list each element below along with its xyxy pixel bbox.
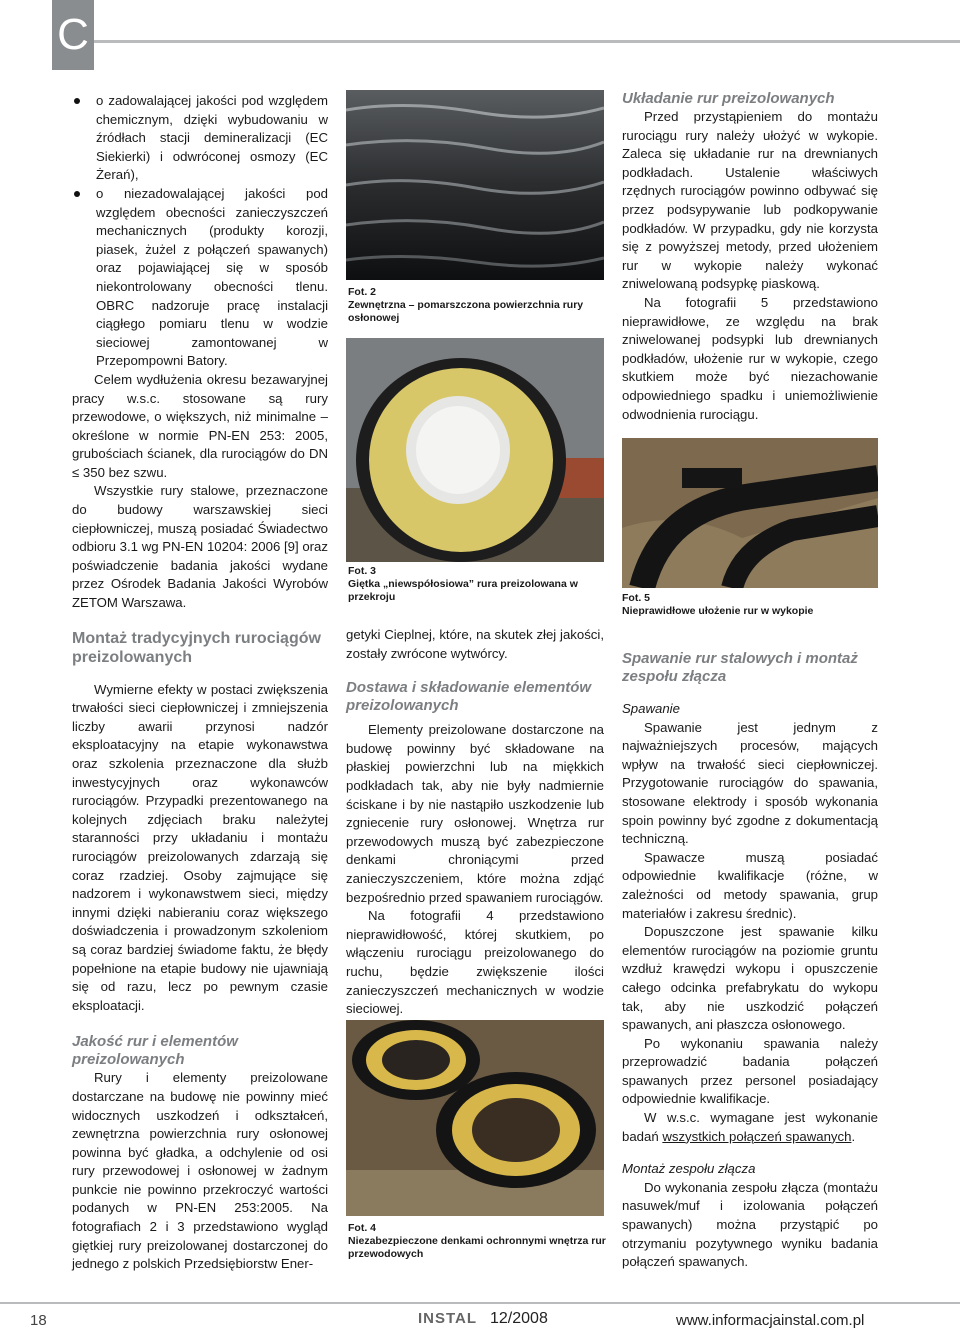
photo-fot5: [622, 438, 878, 588]
paragraph: Elementy preizolowane dostarczone na budowę powinny być składowane na płaskiej powierzchni lub na miękkich podkładach tak, aby nie były nadmiernie ściskane i by nie nastąpiło uszkodzenie lub zgniecenie rury osłonowej. Wnętrza rur przewodowych muszą być zabezpieczone denkami chroniącymi przed zanieczyszczeniem, które można zdjąć bezpośrednio przed spawaniem rurociągów.: [346, 722, 604, 905]
caption-label: Fot. 3: [348, 565, 376, 577]
photo-fot4: [346, 1020, 604, 1216]
photo-fot3: [346, 338, 604, 562]
paragraph: Do wykonania zespołu złącza (montażu nasuwek/muf i izolowania połączeń spawanych) można przystąpić po otrzymaniu pozytywnego wyniku badania połączeń spawanych.: [622, 1179, 878, 1270]
paragraph: Dopuszczone jest spawanie kilku elementów rurociągów na poziomie gruntu wzdłuż krawędzi wykopu i opuszczenie całego odcinka prefabrykatu do wykopu tak, aby nie uszkodzić połączeń spawanych, ani płaszcza osłonowego.: [622, 924, 878, 1033]
paragraph: Spawanie jest jednym z najważniejszych procesów, mających wpływ na trwałość sieci ciepłowniczej. Przygotowanie rurociągów do spawania, stosowane elektrody i sposób wykonania spoin powinny być zgodne z dokumentacją techniczną.: [622, 719, 878, 847]
caption-text: Zewnętrzna – pomarszczona powierzchnia rury osłonowej: [348, 299, 584, 324]
caption-label: Fot. 5: [622, 592, 650, 604]
magazine-logo: INSTAL: [418, 1310, 478, 1327]
header-rule: [94, 40, 960, 43]
section-heading: Jakość rur i elementów preizolowanych: [72, 1033, 238, 1069]
paragraph: getyki Cieplnej, które, na skutek złej jakości, zostały zwrócone wytwórcy.: [346, 627, 604, 661]
text-run: .: [851, 1128, 856, 1144]
section-heading: Dostawa i składowanie elementów preizolowanych: [346, 679, 592, 715]
paragraph: Przed przystąpieniem do montażu rurociągu rury należy ułożyć w wykopie. Zaleca się układanie rur na drewnianych podkładach. Ustalenie właściwych rzędnych rurociągów powinno odbywać się przez podsypywanie lub podkopywanie podkładów. W przypadku, gdy nie korzysta się z powyższej metody, przed ułożeniem rur w wykopie należy wykonać zniwelowaną podsypkę piaskową.: [622, 109, 878, 292]
paragraph: Spawacze muszą posiadać odpowiednie kwalifikacje (różne, w zależności od metody spawania, grup materiałów i zakresu średnic).: [622, 849, 878, 921]
section-heading: Spawanie rur stalowych i montaż zespołu złącza: [622, 650, 858, 685]
bullet-item: o zadowalającej jakości pod względem chemicznym, dzięki wybudowaniu w źródłach stacji demineralizacji (EC Siekierki) i odwróconej osmozy (EC Żerań),: [72, 92, 328, 185]
subheading: Spawanie: [622, 701, 680, 716]
paragraph: Rury i elementy preizolowane dostarczane na budowę nie powinny mieć widocznych uszkodzeń i odkształceń, zewnętrzna powierzchnia rury osłonowej powinna być gładka, a odchylenie od osi rury przewodowej i osłonowej w żadnym punkcie nie powinno przekroczyć wartości podanych w PN-EN 253:2005. Na fotografiach 2 i 3 przedstawiono wygląd giętkiej rury preizolowanej dostarczonej do jednego z polskich Przedsiębiorstw Ener-: [72, 1070, 328, 1272]
website-link[interactable]: www.informacjainstal.com.pl: [676, 1312, 865, 1329]
section-heading: Montaż tradycyjnych rurociągów preizolowanych: [72, 629, 321, 666]
section-tab: [52, 0, 94, 70]
open-pipes-image: [346, 1020, 604, 1216]
caption-label: Fot. 4: [348, 1222, 376, 1234]
photo-caption-fot4: [348, 1222, 606, 1261]
caption-text: Giętka „niewspółosiowa” rura preizolowana w przekroju: [348, 578, 578, 603]
paragraph: Celem wydłużenia okresu bezawaryjnej pracy w.s.c. stosowane są rury przewodowe, o większych, niż minimalne – określone w normie PN-EN 253: 2005, grubościach ścianek, dla rurociągów do DN ≤ 350 bez szwu.: [72, 371, 328, 480]
pipes-in-trench-image: [622, 438, 878, 588]
photo-fot2: [346, 90, 604, 280]
issue-number: 12/2008: [490, 1310, 548, 1327]
underlined-text: wszystkich połączeń spawanych: [662, 1128, 852, 1144]
caption-label: Fot. 2: [348, 286, 376, 298]
page-number: 18: [30, 1312, 47, 1329]
section-heading: Układanie rur preizolowanych: [622, 90, 835, 107]
column-3-bottom: [622, 650, 878, 1272]
pipe-cross-section-image: [346, 338, 604, 562]
column-3-top: [622, 90, 878, 424]
paragraph: [622, 1109, 878, 1146]
caption-text: Nieprawidłowe ułożenie rur w wykopie: [622, 605, 814, 617]
footer-rule: [0, 1302, 960, 1304]
column-1: [72, 92, 328, 1274]
subheading: Montaż zespołu złącza: [622, 1161, 756, 1177]
section-letter: C: [57, 10, 89, 59]
paragraph: Na fotografii 5 przedstawiono nieprawidłowe, ze względu na brak zniwelowanej podsypki lub drewnianych podkładów, ułożenie rur w wykopie, czego skutkiem może być niezachowanie odpowiedniego spadku i uniemożliwienie odwodnienia rurociągu.: [622, 294, 878, 422]
column-2: [346, 626, 604, 1019]
text-run: W w.s.c. wymagane jest wykonanie badań: [622, 1110, 878, 1144]
photo-caption-fot5: [622, 592, 878, 618]
photo-caption-fot3: [348, 565, 606, 604]
caption-text: Niezabezpieczone denkami ochronnymi wnętrza rur przewodowych: [348, 1235, 606, 1260]
bullet-item: o niezadowalającej jakości pod względem obecności zanieczyszczeń mechanicznych (produkty korozji, piasek, żużel z połączeń spawanych) oraz pojawiającej się w sposób niekontrolowany obecności tlenu. OBRC nadzoruje pracę instalacji ciągłego pomiaru tlenu w wodzie sieciowej zamontowanej w Przepompowni Batory.: [72, 185, 328, 371]
wrinkled-pipe-image: [346, 90, 604, 280]
paragraph: Po wykonaniu spawania należy przeprowadzić badania połączeń spawanych przez personel posiadający odpowiednie kwalifikacje.: [622, 1035, 878, 1107]
paragraph: Wymierne efekty w postaci zwiększenia trwałości sieci ciepłowniczej i zmniejszenia liczby awarii przynosi nadzór eksploatacyjny na etapie wykonawstwa oraz szkolenia przeznaczone dla służb inwestycyjnych oraz wykonawców rurociągów. Przypadki prezentowanego na kolejnych zdjęciach braku należytej staranności przy układaniu i montażu rurociągów preizolowanych zdarzają się coraz rzadziej. Osoby zajmujące się nadzorem i wykonawstwem sieci, między innymi dzięki nabieraniu coraz większego doświadczenia i prowadzonym szkoleniom są coraz bardziej świadome faktu, że błędy popełnione na etapie budowy nie ujawniają się od razu, lecz po pewnym czasie eksploatacji.: [72, 681, 328, 1013]
photo-caption-fot2: [348, 286, 606, 325]
paragraph: Wszystkie rury stalowe, przeznaczone do budowy warszawskiej sieci ciepłowniczej, muszą posiadać Świadectwo odbioru 3.1 wg PN-EN 10204: 2006 [9] oraz poświadczenie badania jakości wydane przez Ośrodek Badania Jakości Wyrobów ZETOM Warszawa.: [72, 483, 328, 611]
paragraph: Na fotografii 4 przedstawiono nieprawidłowość, której skutkiem, po włączeniu rurociągu preizolowanego do ruchu, będzie zwiększenie ilości zanieczyszczeń mechanicznych w wodzie sieciowej.: [346, 908, 604, 1017]
